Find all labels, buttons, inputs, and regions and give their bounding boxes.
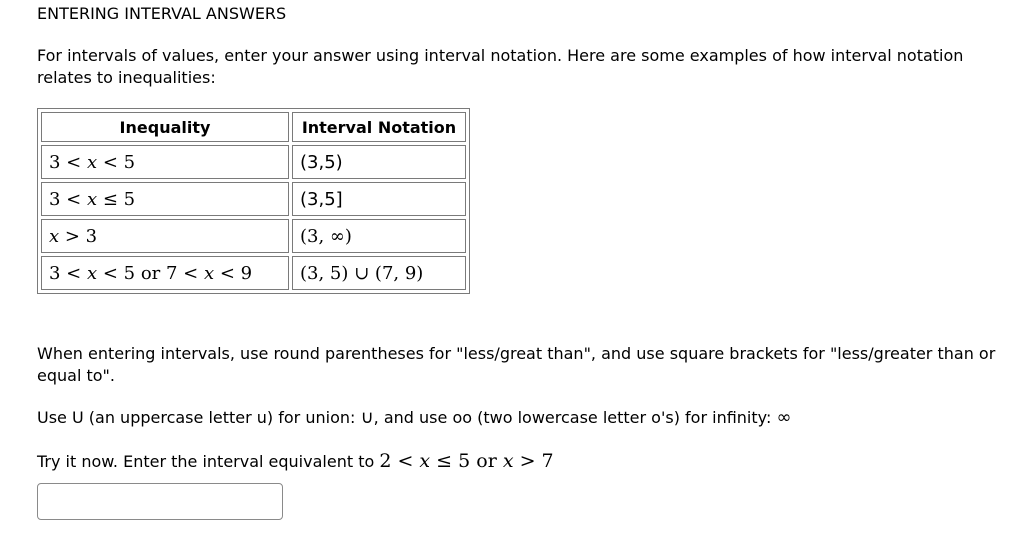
union-instruction-text: Use U (an uppercase letter u) for union: [37,408,356,427]
header-interval-notation: Interval Notation [292,112,466,142]
inequality-cell: 𝑥 > 3 [41,219,289,253]
interval-examples-table [37,108,470,294]
inequality-cell: 3 < 𝑥 ≤ 5 [41,182,289,216]
interval-cell: (3,5] [292,182,466,216]
table-row [41,256,466,290]
inequality-cell: 3 < 𝑥 < 5 [41,145,289,179]
try-it-prompt [37,450,1012,473]
header-inequality: Inequality [41,112,289,142]
union-symbol: ∪ [360,407,374,428]
section-heading: ENTERING INTERVAL ANSWERS [37,4,287,23]
answer-input[interactable] [37,483,283,520]
infinity-instruction-text: , and use oo (two lowercase letter o's) for infinity: [373,408,772,427]
inequality-cell: 3 < 𝑥 < 5 or 7 < 𝑥 < 9 [41,256,289,290]
table-row [41,145,466,179]
table-row [41,182,466,216]
table-row [41,219,466,253]
target-expression: 2 < 𝑥 ≤ 5 or 𝑥 > 7 [379,450,554,472]
infinity-symbol: ∞ [776,407,792,428]
union-infinity-instructions [37,407,1012,429]
try-it-text: Try it now. Enter the interval equivalent to [37,452,375,471]
brackets-instructions: When entering intervals, use round parentheses for "less/great than", and use square brackets for "less/greater than or equal to". [37,344,996,385]
intro-text: For intervals of values, enter your answer using interval notation. Here are some examples of how interval notation relates to inequalities: [37,46,964,87]
interval-cell: (3, 5) ∪ (7, 9) [292,256,466,290]
interval-cell: (3,5) [292,145,466,179]
table-header-row [41,112,466,142]
interval-cell: (3, ∞) [292,219,466,253]
